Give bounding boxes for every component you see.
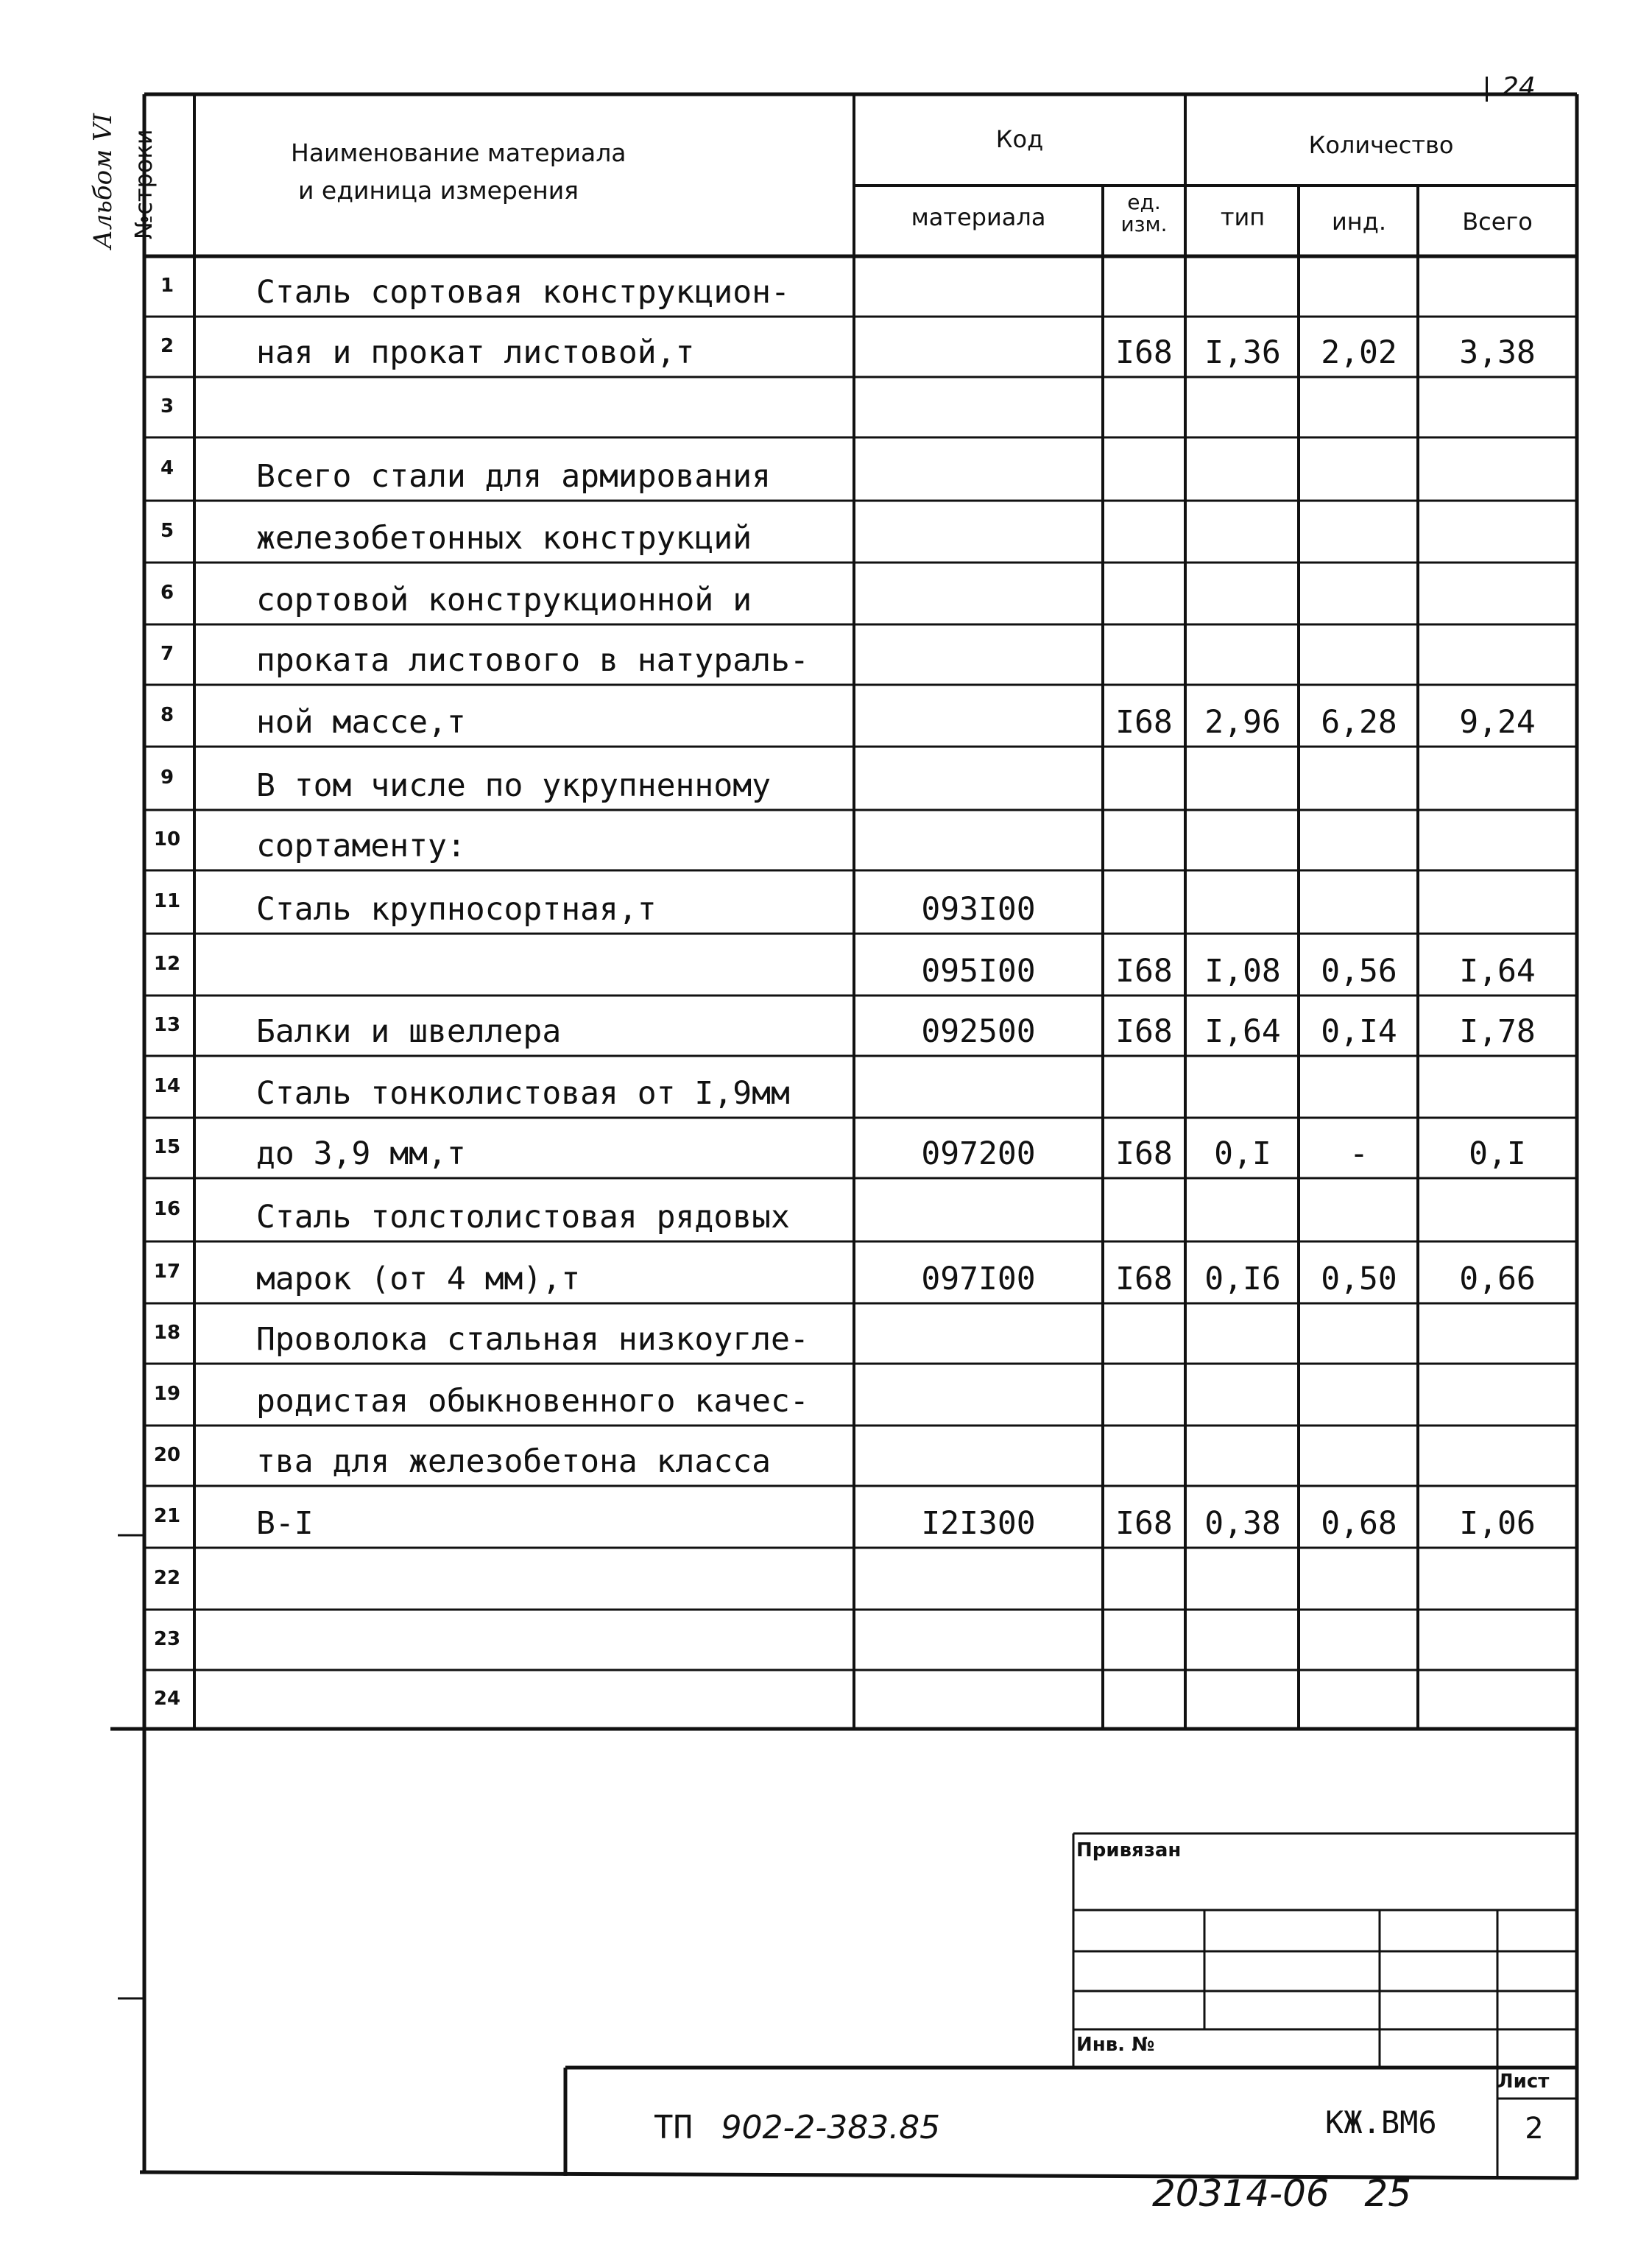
qty-tip: I,36 <box>1204 334 1281 371</box>
row-number: 3 <box>160 395 174 417</box>
material-name: сортаменту: <box>256 828 466 864</box>
code-group-header: Код <box>995 125 1044 153</box>
unit-header <box>1103 191 1185 236</box>
doc-number: 902-2-383.85 <box>721 2109 941 2146</box>
row-number: 16 <box>153 1198 181 1220</box>
material-name: Сталь сортовая конструкцион- <box>256 274 790 311</box>
row-number: 15 <box>153 1136 181 1158</box>
privyazan-label: Привязан <box>1076 1839 1182 1861</box>
qty-total: 0,66 <box>1459 1261 1536 1297</box>
qty-ind: 0,50 <box>1321 1261 1397 1297</box>
row-number: 22 <box>153 1567 181 1589</box>
inv-no-label: Инв. № <box>1076 2034 1155 2056</box>
qty-total: I,06 <box>1459 1505 1536 1542</box>
unit-code: I68 <box>1115 953 1173 990</box>
row-number: 8 <box>160 704 174 726</box>
material-name: до 3,9 мм,т <box>256 1135 466 1172</box>
qty-tip: 0,I6 <box>1204 1261 1281 1297</box>
material-code: 095I00 <box>921 953 1036 990</box>
doc-mark: КЖ.ВМ6 <box>1325 2104 1437 2141</box>
material-name: Всего стали для армирования <box>256 458 771 495</box>
unit-code: I68 <box>1115 1261 1173 1297</box>
material-name: родистая обыкновенного качес- <box>256 1383 809 1420</box>
material-name: ная и прокат листовой,т <box>256 334 695 371</box>
material-name: сортовой конструкционной и <box>256 582 752 619</box>
material-name: марок (от 4 мм),т <box>256 1261 581 1297</box>
qty-total: 3,38 <box>1459 334 1536 371</box>
qty-total: I,64 <box>1459 953 1536 990</box>
material-header: материала <box>911 203 1046 231</box>
qty-ind: - <box>1349 1135 1369 1172</box>
row-number: 11 <box>153 890 181 912</box>
material-code: I2I300 <box>921 1505 1036 1542</box>
material-code: 092500 <box>921 1013 1036 1050</box>
album-label-text: Альбом VI <box>88 113 118 249</box>
unit-code: I68 <box>1115 334 1173 371</box>
unit-header-line2: изм. <box>1120 212 1168 236</box>
material-name: Проволока стальная низкоугле- <box>256 1321 809 1358</box>
qty-group-header: Количество <box>1308 131 1454 159</box>
qty-tip: 2,96 <box>1204 704 1281 741</box>
sheet-number: 2 <box>1525 2112 1544 2146</box>
material-name: Сталь толстолистовая рядовых <box>256 1199 790 1236</box>
unit-code: I68 <box>1115 1505 1173 1542</box>
qty-ind: 0,56 <box>1321 953 1397 990</box>
qty-total: 0,I <box>1469 1135 1526 1172</box>
row-no-header <box>130 129 158 239</box>
row-number: 14 <box>153 1075 181 1097</box>
row-no-header-text: №строки <box>130 129 158 239</box>
name-header-line1: Наименование материала <box>291 138 626 167</box>
row-number: 17 <box>153 1261 181 1283</box>
qty-ind: 2,02 <box>1321 334 1397 371</box>
document-code <box>654 2109 940 2146</box>
material-name: тва для железобетона класса <box>256 1443 771 1480</box>
row-number: 7 <box>160 643 174 665</box>
ind-header: инд. <box>1331 208 1386 236</box>
material-code: 097200 <box>921 1135 1036 1172</box>
tip-header: тип <box>1220 203 1266 231</box>
qty-ind: 0,68 <box>1321 1505 1397 1542</box>
qty-tip: 0,38 <box>1204 1505 1281 1542</box>
row-number: 4 <box>160 457 174 479</box>
qty-total: 9,24 <box>1459 704 1536 741</box>
material-name: железобетонных конструкций <box>256 520 752 557</box>
total-header: Всего <box>1462 208 1533 236</box>
row-number: 10 <box>153 828 181 850</box>
unit-code: I68 <box>1115 1013 1173 1050</box>
row-number: 20 <box>153 1444 181 1466</box>
row-number: 1 <box>160 275 174 297</box>
material-name: В-I <box>256 1505 314 1542</box>
material-name: проката листового в натураль- <box>256 642 809 679</box>
row-number: 18 <box>153 1322 181 1344</box>
unit-header-line1: ед. <box>1127 190 1161 214</box>
name-header-line2: и единица измерения <box>298 176 579 205</box>
row-number: 13 <box>153 1014 181 1036</box>
top-page-mark: 24 <box>1502 72 1536 102</box>
qty-total: I,78 <box>1459 1013 1536 1050</box>
row-number: 24 <box>153 1688 181 1710</box>
material-name: Сталь крупносортная,т <box>256 891 657 928</box>
row-number: 9 <box>160 767 174 789</box>
unit-code: I68 <box>1115 1135 1173 1172</box>
name-header <box>291 138 626 205</box>
qty-tip: I,08 <box>1204 953 1281 990</box>
row-number: 5 <box>160 520 174 542</box>
row-number: 12 <box>153 953 181 975</box>
row-number: 19 <box>153 1383 181 1405</box>
doc-prefix: ТП <box>654 2109 693 2146</box>
qty-tip: I,64 <box>1204 1013 1281 1050</box>
unit-code: I68 <box>1115 704 1173 741</box>
material-name: Сталь тонколистовая от I,9мм <box>256 1075 790 1112</box>
bottom-handwritten-number: 20314-06 25 <box>1152 2172 1412 2215</box>
row-number: 6 <box>160 582 174 604</box>
row-number: 21 <box>153 1505 181 1527</box>
qty-ind: 6,28 <box>1321 704 1397 741</box>
qty-tip: 0,I <box>1214 1135 1271 1172</box>
row-number: 23 <box>153 1628 181 1650</box>
material-name: В том числе по укрупненному <box>256 767 771 804</box>
material-name: Балки и швеллера <box>256 1013 562 1050</box>
material-code: 097I00 <box>921 1261 1036 1297</box>
material-code: 093I00 <box>921 891 1036 928</box>
sheet-label: Лист <box>1497 2071 1550 2093</box>
row-number: 2 <box>160 335 174 357</box>
material-name: ной массе,т <box>256 704 466 741</box>
qty-ind: 0,I4 <box>1321 1013 1397 1050</box>
